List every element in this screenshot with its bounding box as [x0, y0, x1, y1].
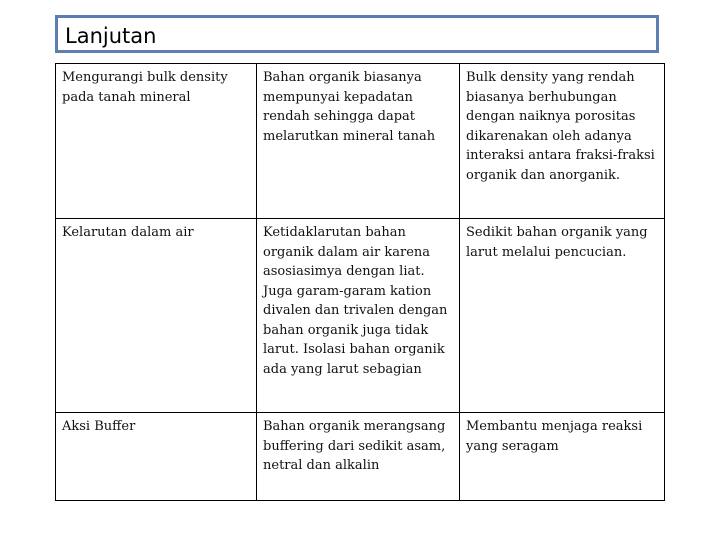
effect-cell: Sedikit bahan organik yang larut melalui pencucian.	[460, 219, 665, 413]
slide-title-box	[55, 15, 659, 53]
property-cell: Kelarutan dalam air	[56, 219, 257, 413]
effect-cell: Bulk density yang rendah biasanya berhubungan dengan naiknya porositas dikarenakan oleh adanya interaksi antara fraksi-fraksi organik dan anorganik.	[460, 64, 665, 219]
slide-title: Lanjutan	[65, 24, 157, 48]
property-cell: Mengurangi bulk density pada tanah mineral	[56, 64, 257, 219]
table-row	[56, 64, 665, 219]
description-cell: Ketidaklarutan bahan organik dalam air karena asosiasimya dengan liat. Juga garam-garam kation divalen dan trivalen dengan bahan organik juga tidak larut. Isolasi bahan organik ada yang larut sebagian	[257, 219, 460, 413]
property-cell: Aksi Buffer	[56, 413, 257, 501]
table-row	[56, 219, 665, 413]
effect-cell: Membantu menjaga reaksi yang seragam	[460, 413, 665, 501]
description-cell: Bahan organik merangsang buffering dari sedikit asam, netral dan alkalin	[257, 413, 460, 501]
description-cell: Bahan organik biasanya mempunyai kepadatan rendah sehingga dapat melarutkan mineral tanah	[257, 64, 460, 219]
properties-table	[55, 63, 665, 501]
table-row	[56, 413, 665, 501]
